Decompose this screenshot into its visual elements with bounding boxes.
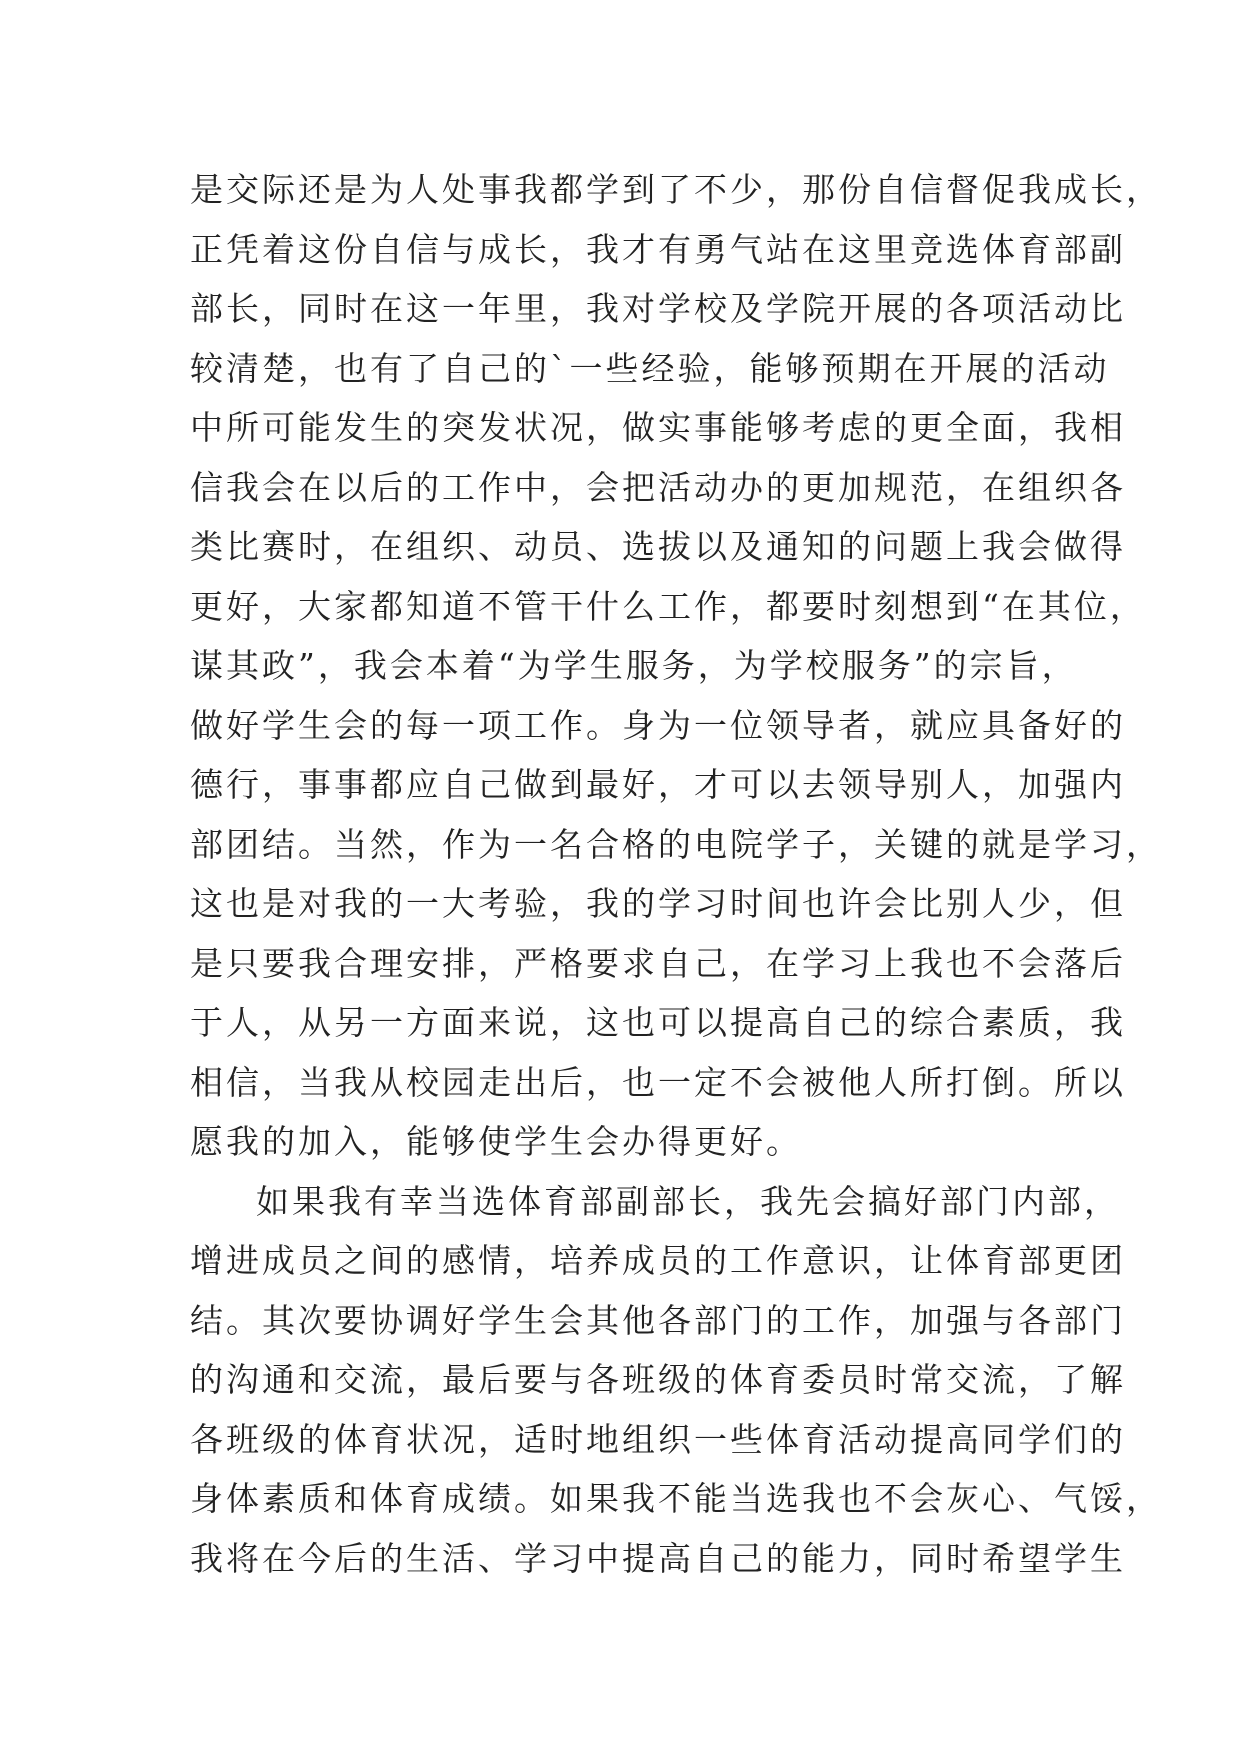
text-line: 身体素质和体育成绩。如果我不能当选我也不会灰心、气馁， — [190, 1479, 1162, 1518]
text-line: 谋其政”，我会本着“为学生服务，为学校服务”的宗旨， — [190, 646, 1078, 685]
text-line: 中所可能发生的突发状况，做实事能够考虑的更全面，我相 — [190, 408, 1126, 447]
text-line: 这也是对我的一大考验，我的学习时间也许会比别人少，但 — [190, 884, 1126, 923]
text-line: 德行，事事都应自己做到最好，才可以去领导别人，加强内 — [190, 765, 1126, 804]
document-body — [190, 160, 1162, 1588]
text-line: 部长，同时在这一年里，我对学校及学院开展的各项活动比 — [190, 289, 1126, 328]
text-line: 是只要我合理安排，严格要求自己，在学习上我也不会落后 — [190, 943, 1126, 983]
text-line: 我将在今后的生活、学习中提高自己的能力，同时希望学生 — [190, 1538, 1126, 1578]
text-line: 于人，从另一方面来说，这也可以提高自己的综合素质，我 — [190, 1003, 1126, 1042]
text-line: 的沟通和交流，最后要与各班级的体育委员时常交流，了解 — [190, 1360, 1126, 1399]
paragraph-2 — [190, 1172, 1162, 1589]
text-line: 是交际还是为人处事我都学到了不少，那份自信督促我成长， — [190, 170, 1162, 209]
text-line: 做好学生会的每一项工作。身为一位领导者，就应具备好的 — [190, 705, 1126, 745]
text-line: 部团结。当然，作为一名合格的电院学子，关键的就是学习， — [190, 824, 1162, 864]
paragraph-1 — [190, 160, 1162, 1172]
text-line: 较清楚，也有了自己的`一些经验，能够预期在开展的活动 — [190, 348, 1110, 388]
text-line: 增进成员之间的感情，培养成员的工作意识，让体育部更团 — [190, 1241, 1126, 1280]
text-line: 更好，大家都知道不管干什么工作，都要时刻想到“在其位， — [190, 586, 1146, 626]
text-line: 愿我的加入，能够使学生会办得更好。 — [190, 1122, 802, 1161]
text-line: 类比赛时，在组织、动员、选拔以及通知的问题上我会做得 — [190, 527, 1126, 566]
text-line: 正凭着这份自信与成长，我才有勇气站在这里竞选体育部副 — [190, 229, 1126, 269]
text-line: 各班级的体育状况，适时地组织一些体育活动提高同学们的 — [190, 1419, 1126, 1459]
text-line: 相信，当我从校园走出后，也一定不会被他人所打倒。所以 — [190, 1062, 1126, 1102]
text-line: 信我会在以后的工作中，会把活动办的更加规范，在组织各 — [190, 467, 1126, 507]
text-line: 如果我有幸当选体育部副部长，我先会搞好部门内部， — [256, 1181, 1120, 1221]
text-line: 结。其次要协调好学生会其他各部门的工作，加强与各部门 — [190, 1300, 1126, 1340]
